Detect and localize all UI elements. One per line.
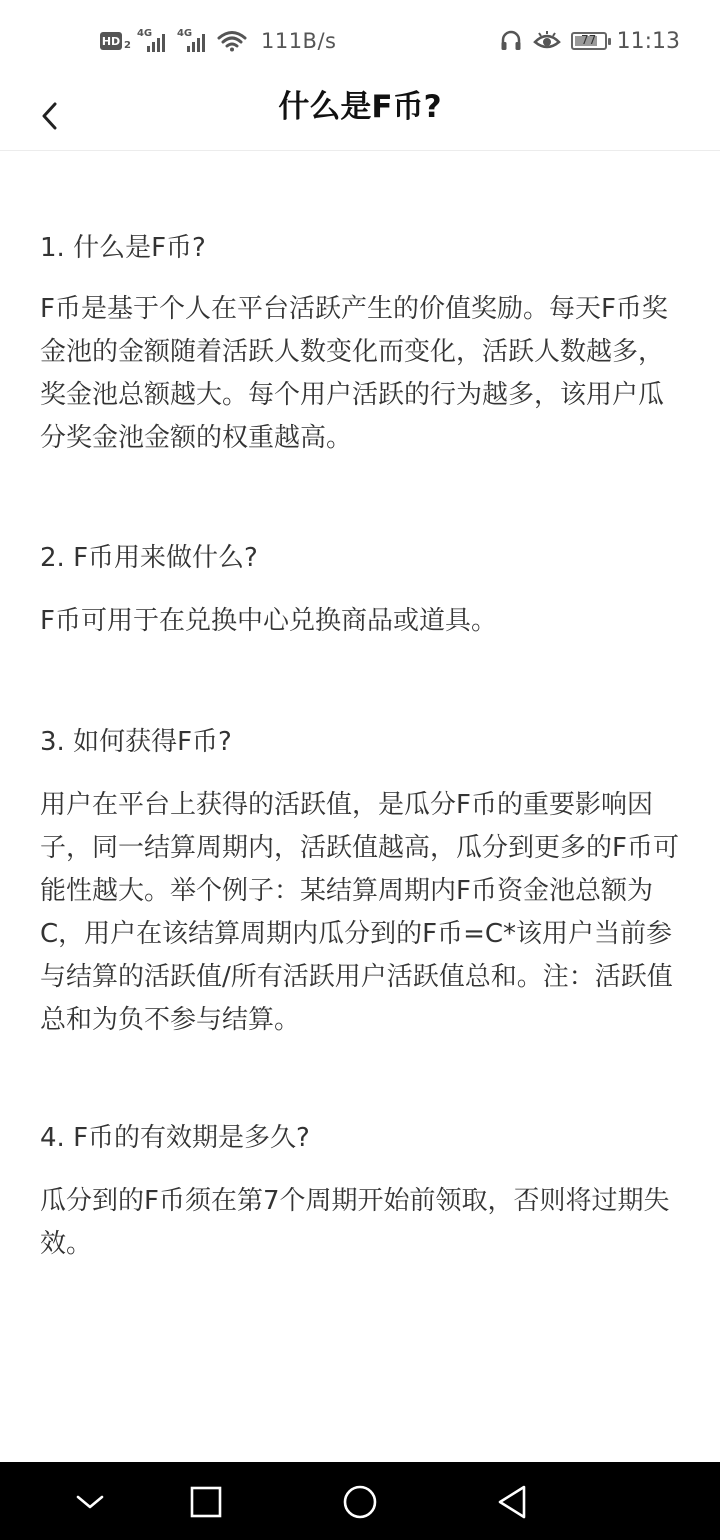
home-button[interactable]	[338, 1480, 382, 1524]
hd-voice-icon: HD	[100, 32, 122, 50]
status-left	[100, 26, 336, 56]
battery-icon	[571, 32, 607, 50]
network-speed: 111B/s	[260, 29, 337, 53]
faq-question: 3. 如何获得F币?	[40, 727, 232, 757]
battery-level: 77	[580, 33, 597, 47]
faq-answer: F币是基于个人在平台活跃产生的价值奖励。每天F币奖金池的金额随着活跃人数变化而变化，活跃人数越多，奖金池总额越大。每个用户活跃的行为越多，该用户瓜分奖金池金额的权重越高。	[40, 294, 668, 453]
cellular-signal-icon-2	[177, 28, 211, 54]
chevron-down-icon	[75, 1492, 105, 1512]
clock: 11:13	[616, 28, 680, 54]
circle-icon	[342, 1484, 378, 1520]
signal-generation-label-2: 4G	[176, 28, 193, 39]
faq-item	[40, 1118, 680, 1266]
triangle-back-icon	[495, 1484, 529, 1520]
signal-generation-label-1: 4G	[136, 28, 153, 39]
faq-item	[40, 228, 680, 460]
faq-question: 2. F币用来做什么?	[40, 543, 258, 573]
hd-voice-sim-label: 2	[124, 39, 131, 51]
faq-answer: F币可用于在兑换中心兑换商品或道具。	[40, 606, 497, 636]
page-title: 什么是F币?	[278, 89, 442, 125]
app-header	[0, 82, 720, 151]
collapse-button[interactable]	[68, 1480, 112, 1524]
faq-item	[40, 722, 680, 1042]
cellular-signal-icon-1	[137, 28, 171, 54]
headset-icon	[499, 29, 523, 53]
status-bar	[0, 0, 720, 82]
recents-button[interactable]	[184, 1480, 228, 1524]
square-icon	[189, 1485, 223, 1519]
faq-answer: 用户在平台上获得的活跃值，是瓜分F币的重要影响因子，同一结算周期内，活跃值越高，瓜分到更多的F币可能性越大。举个例子：某结算周期内F币资金池总额为C，用户在该结算周期内瓜分到的F币=C*该用户当前参与结算的活跃值/所有活跃用户活跃值总和。注：活跃值总和为负不参与结算。	[40, 790, 679, 1035]
faq-question: 1. 什么是F币?	[40, 233, 206, 263]
system-back-button[interactable]	[490, 1480, 534, 1524]
wifi-icon	[217, 30, 247, 52]
eye-comfort-icon	[533, 30, 561, 52]
faq-item	[40, 538, 680, 643]
faq-question: 4. F币的有效期是多久?	[40, 1123, 310, 1153]
system-navigation-bar	[0, 1462, 720, 1540]
faq-answer: 瓜分到的F币须在第7个周期开始前领取，否则将过期失效。	[40, 1186, 670, 1259]
status-right	[499, 26, 680, 56]
